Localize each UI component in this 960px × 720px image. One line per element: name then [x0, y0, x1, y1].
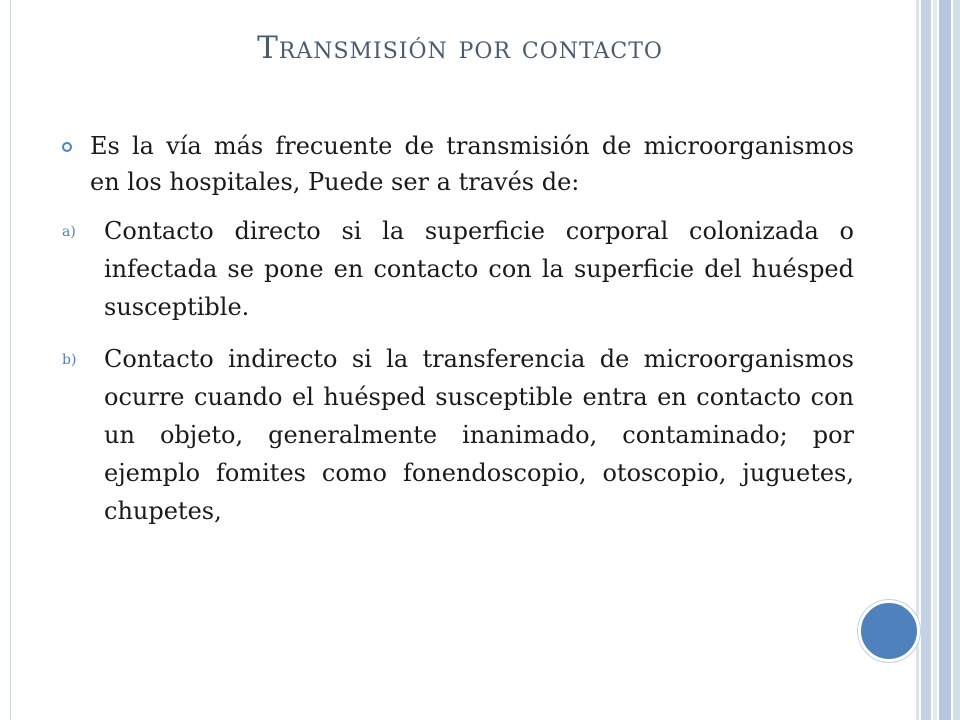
- decorative-stripes: [916, 0, 960, 720]
- main-bullet-text: Es la vía más frecuente de transmisión de microorganismos en los hospitales, Puede ser a través de:: [90, 132, 854, 196]
- sub-item-b: [62, 340, 854, 530]
- sub-item-text: Contacto directo si la superficie corporal colonizada o infectada se pone en contacto con la superficie del huésped susceptible.: [104, 217, 854, 321]
- bullet-ring-icon: [62, 142, 72, 152]
- left-frame-line: [0, 0, 11, 720]
- slide-content: [62, 128, 854, 544]
- sub-item-a: [62, 212, 854, 326]
- slide-title: Transmisión por contacto: [257, 30, 663, 66]
- sub-item-marker: b): [62, 352, 77, 368]
- sub-item-marker: a): [62, 224, 76, 240]
- decorative-circle: [858, 600, 920, 662]
- sub-item-text: Contacto indirecto si la transferencia de microorganismos ocurre cuando el huésped susceptible entra en contacto con un objeto, generalmente inanimado, contaminado; por ejemplo fomites como fonendoscopio, otoscopio, juguetes, chupetes,: [104, 345, 854, 525]
- main-bullet: [62, 128, 854, 200]
